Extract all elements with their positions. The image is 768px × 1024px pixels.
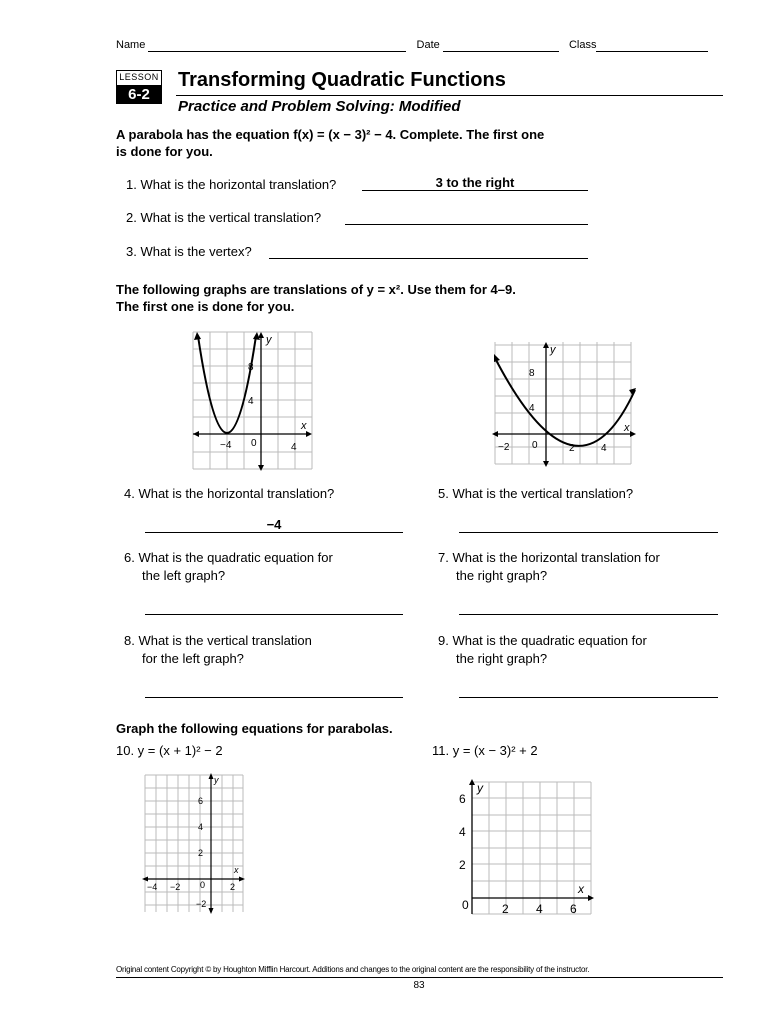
right-tick-2: 2: [569, 443, 575, 454]
grid10-tick-neg2y: −2: [196, 899, 207, 909]
grid10-x-label: x: [234, 865, 239, 875]
right-parabola-graph: [490, 340, 638, 468]
question-7-line2: the right graph?: [456, 568, 548, 583]
answer-2[interactable]: [345, 210, 588, 225]
name-label: Name: [116, 39, 146, 51]
name-field[interactable]: [148, 39, 406, 52]
section1-intro-2: is done for you.: [116, 144, 213, 159]
grid10-tick-6: 6: [198, 796, 204, 806]
question-6: [124, 549, 333, 585]
answer-8[interactable]: [145, 683, 403, 698]
grid11-x-label: x: [578, 882, 584, 896]
grid10-tick-0: 0: [200, 880, 206, 890]
grid11-tick-0: 0: [462, 898, 469, 912]
question-8: [124, 632, 312, 668]
question-2: 2. What is the vertical translation?: [126, 210, 322, 225]
answer-1[interactable]: 3 to the right: [362, 176, 588, 191]
right-y-label: y: [550, 344, 556, 356]
right-grid: [495, 342, 631, 464]
question-6-line1: 6. What is the quadratic equation for: [124, 550, 333, 565]
question-9-line1: 9. What is the quadratic equation for: [438, 633, 647, 648]
left-tick-neg4: −4: [220, 440, 232, 451]
question-3: 3. What is the vertex?: [126, 244, 252, 259]
section2-intro-1: The following graphs are translations of y = x². Use them for 4–9.: [116, 282, 516, 297]
question-5: 5. What is the vertical translation?: [438, 486, 634, 501]
section1-intro-1: A parabola has the equation f(x) = (x − 3)² − 4. Complete. The first one: [116, 127, 545, 142]
copyright-notice: Original content Copyright © by Houghton Mifflin Harcourt. Additions and changes to the original content are the responsibility of the instructor.: [116, 965, 590, 974]
answer-5[interactable]: [459, 518, 718, 533]
class-field[interactable]: [596, 39, 708, 52]
question-7: [438, 549, 660, 585]
left-x-label: x: [301, 420, 307, 432]
question-8-line1: 8. What is the vertical translation: [124, 633, 312, 648]
class-label: Class: [568, 39, 597, 51]
question-9: [438, 632, 647, 668]
grid10-tick-2x: 2: [230, 882, 236, 892]
grid10-tick-2: 2: [198, 848, 204, 858]
footer-rule: [116, 977, 723, 978]
right-tick-4x: 4: [601, 443, 607, 454]
right-tick-4: 4: [529, 403, 535, 414]
grid11-tick-2x: 2: [502, 902, 509, 916]
section2-intro-2: The first one is done for you.: [116, 299, 295, 314]
right-tick-0: 0: [532, 440, 538, 451]
question-11: 11. y = (x − 3)² + 2: [432, 743, 538, 758]
question-6-line2: the left graph?: [142, 568, 226, 583]
answer-4[interactable]: −4: [145, 518, 403, 533]
left-y-label: y: [266, 334, 272, 346]
question-8-line2: for the left graph?: [142, 651, 244, 666]
section3-intro: Graph the following equations for parabolas.: [116, 721, 393, 736]
grid11-tick-4x: 4: [536, 902, 543, 916]
lesson-badge: [116, 70, 162, 104]
question-7-line1: 7. What is the horizontal translation for: [438, 550, 660, 565]
page-number: 83: [413, 980, 425, 991]
grid10-tick-neg2: −2: [170, 882, 181, 892]
grid11-tick-6x: 6: [570, 902, 577, 916]
date-field[interactable]: [443, 39, 559, 52]
grid11-y-label: y: [477, 781, 483, 795]
page-subtitle: Practice and Problem Solving: Modified: [178, 98, 461, 115]
grid10-y-label: y: [214, 775, 219, 785]
grid11-tick-6: 6: [459, 792, 466, 806]
left-tick-0: 0: [251, 438, 257, 449]
left-tick-4: 4: [248, 396, 254, 407]
answer-6[interactable]: [145, 600, 403, 615]
lesson-label: LESSON: [116, 70, 162, 86]
right-tick-neg2: −2: [498, 442, 510, 453]
date-label: Date: [416, 39, 440, 51]
answer-7[interactable]: [459, 600, 718, 615]
answer-9[interactable]: [459, 683, 718, 698]
question-10: 10. y = (x + 1)² − 2: [116, 743, 223, 758]
question-4: 4. What is the horizontal translation?: [124, 486, 335, 501]
left-tick-4x: 4: [291, 442, 297, 453]
name-row: [116, 38, 720, 52]
left-tick-8: 8: [248, 362, 254, 373]
title-rule: [176, 95, 723, 96]
grid11-tick-2: 2: [459, 858, 466, 872]
page-title: Transforming Quadratic Functions: [178, 69, 506, 91]
grid10-tick-4: 4: [198, 822, 204, 832]
question-9-line2: the right graph?: [456, 651, 548, 666]
question-1: 1. What is the horizontal translation?: [126, 177, 337, 192]
left-parabola-graph: [190, 330, 315, 472]
grid11-tick-4: 4: [459, 825, 466, 839]
right-tick-8: 8: [529, 368, 535, 379]
graph-grid-10[interactable]: [142, 772, 246, 914]
grid10-tick-neg4: −4: [147, 882, 158, 892]
graph-grid-11[interactable]: [456, 778, 594, 918]
right-x-label: x: [624, 422, 630, 434]
lesson-number: 6-2: [116, 86, 162, 104]
answer-3[interactable]: [269, 244, 588, 259]
